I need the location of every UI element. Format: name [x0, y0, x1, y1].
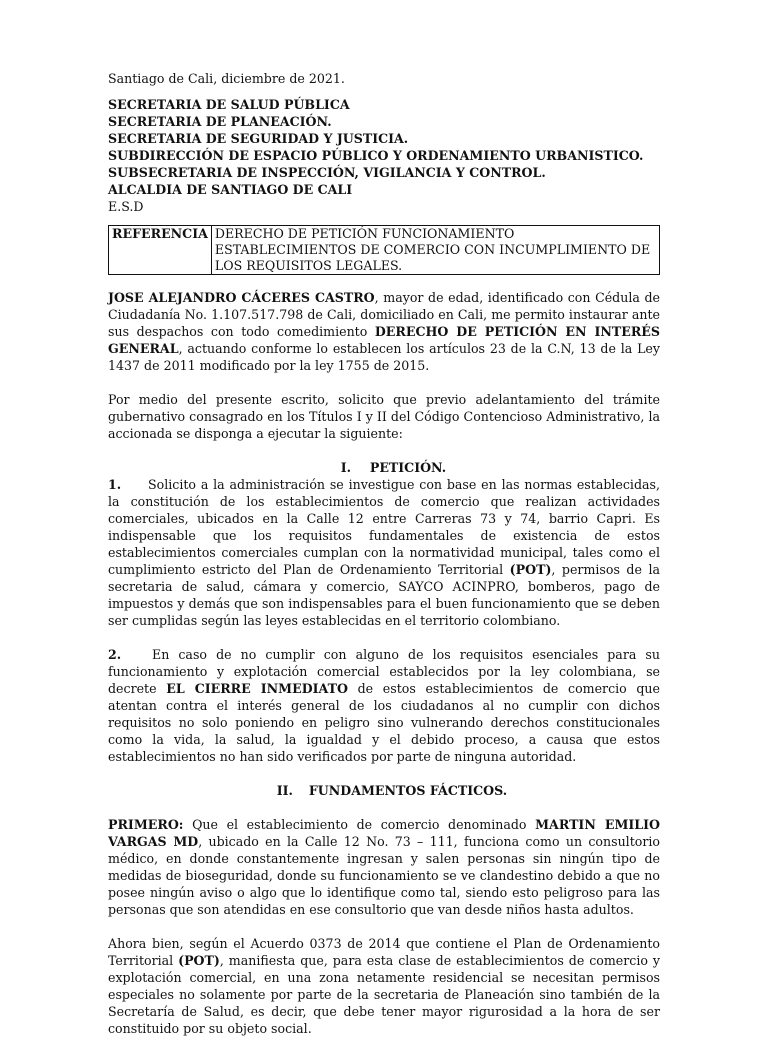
section-title: PETICIÓN.	[369, 460, 447, 475]
section-heading-fundamentos	[108, 782, 660, 799]
intro-text: , actuando conforme lo establecen los artículos 23 de la C.N, 13 de la Ley 1437 de 2011 modificado por la ley 1755 de 2015.	[108, 341, 660, 373]
fact-bold: MARTIN EMILIO VARGAS MD	[108, 817, 660, 849]
section-heading-peticion	[108, 459, 660, 476]
item-text: de estos establecimientos de comercio que atentan contra el interés general de los ciudadanos al no cumplir con dichos requisitos no solo poniendo en peligro sino vulnerando derechos constitucionales como la vida, la salud, la igualdad y el debido proceso, a causa que estos establecimientos no han sido verificados por parte de ninguna autoridad.	[108, 681, 661, 764]
item-bold: EL CIERRE INMEDIATO	[166, 681, 348, 696]
item-number: 2.	[108, 647, 122, 662]
section-numeral: I.	[340, 460, 351, 475]
intro-paragraph	[108, 289, 660, 374]
fact-label: PRIMERO:	[108, 817, 184, 832]
reference-row	[109, 226, 660, 275]
recipient-line: SECRETARIA DE PLANEACIÓN.	[108, 114, 332, 129]
reference-label: REFERENCIA	[109, 226, 212, 275]
petition-type: DERECHO DE PETICIÓN EN INTERÉS GENERAL	[108, 324, 660, 356]
request-paragraph: Por medio del presente escrito, solicito que previo adelantamiento del trámite gubernativo consagrado en los Títulos I y II del Código Contencioso Administrativo, la accionada se disponga a ejecutar la siguiente:	[108, 392, 660, 441]
recipient-line: SUBDIRECCIÓN DE ESPACIO PÚBLICO Y ORDENAMIENTO URBANISTICO.	[108, 148, 644, 163]
esd-line: E.S.D	[108, 199, 144, 214]
item-text: Solicito a la administración se investigue con base en las normas establecidas, la constitución de los establecimientos de comercio que realizan actividades comerciales, ubicados en la Calle 12 entre Carreras 73 y 74, barrio Capri. Es indispensable que los requisitos fundamentales de existencia de estos establecimientos comerciales cumplan con la normatividad municipal, tales como el cumplimiento estricto del Plan de Ordenamiento Territorial	[108, 477, 660, 577]
recipient-line: ALCALDIA DE SANTIAGO DE CALI	[108, 182, 353, 197]
document-page	[108, 70, 660, 1037]
petition-item-2	[108, 646, 660, 765]
fact-ahora-bien	[108, 935, 660, 1037]
item-bold: (POT)	[509, 562, 552, 577]
recipient-line: SUBSECRETARIA DE INSPECCIÓN, VIGILANCIA Y CONTROL.	[108, 165, 546, 180]
reference-table	[108, 225, 660, 275]
item-text: , permisos de la secretaria de salud, cámara y comercio, SAYCO ACINPRO, bomberos, pago de impuestos y demás que son indispensables para el buen funcionamiento que se deben ser cumplidas según las leyes establecidas en el territorio colombiano.	[108, 562, 660, 628]
recipient-line: SECRETARIA DE SALUD PÚBLICA	[108, 97, 350, 112]
fact-text: , manifiesta que, para esta clase de establecimientos de comercio y explotación comercial, en una zona netamente residencial se necesitan permisos especiales no solamente por parte de la secretaria de Planeación sino también de la Secretaría de Salud, es decir, que debe tener mayor rigurosidad a la hora de ser constituido por su objeto social.	[108, 953, 660, 1036]
recipient-line: SECRETARIA DE SEGURIDAD Y JUSTICIA.	[108, 131, 409, 146]
section-title: FUNDAMENTOS FÁCTICOS.	[308, 783, 508, 798]
fact-primero	[108, 816, 660, 918]
fact-text: , ubicado en la Calle 12 No. 73 – 111, funciona como un consultorio médico, en donde constantemente ingresan y salen personas sin ningún tipo de medidas de bioseguridad, donde su funcionamiento se ve clandestino debido a que no posee ningún aviso o algo que lo identifique como tal, siendo esto peligroso para las personas que son atendidas en ese consultorio que van desde niños hasta adultos.	[108, 834, 660, 917]
fact-bold: (POT)	[178, 953, 220, 968]
section-numeral: II.	[276, 783, 293, 798]
item-text: En caso de no cumplir con alguno de los requisitos esenciales para su funcionamiento y explotación comercial establecidos por la ley colombiana, se decrete	[108, 647, 660, 696]
item-number: 1.	[108, 477, 122, 492]
fact-text: Ahora bien, según el Acuerdo 0373 de 2014 que contiene el Plan de Ordenamiento Territorial	[108, 936, 660, 968]
recipients-block	[108, 96, 660, 215]
petition-item-1	[108, 476, 660, 629]
reference-text: DERECHO DE PETICIÓN FUNCIONAMIENTO ESTABLECIMIENTOS DE COMERCIO CON INCUMPLIMIENTO DE LOS REQUISITOS LEGALES.	[211, 226, 659, 275]
petitioner-name: JOSE ALEJANDRO CÁCERES CASTRO	[108, 290, 375, 305]
intro-text: , mayor de edad, identificado con Cédula de Ciudadanía No. 1.107.517.798 de Cali, domiciliado en Cali, me permito instaurar ante sus despachos con todo comedimiento	[108, 290, 661, 339]
document-date: Santiago de Cali, diciembre de 2021.	[108, 71, 345, 86]
fact-text: Que el establecimiento de comercio denominado	[183, 817, 536, 832]
